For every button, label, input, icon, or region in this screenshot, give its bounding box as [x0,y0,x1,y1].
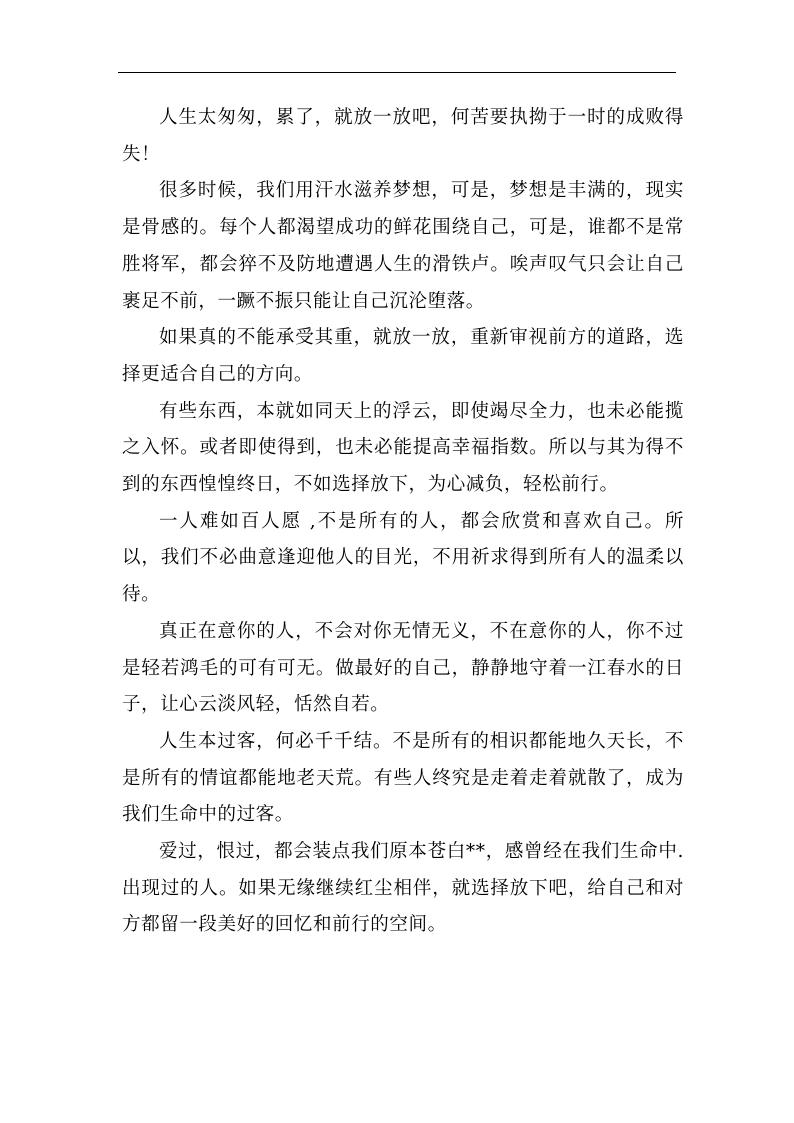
document-body [122,100,684,944]
paragraph-1: 人生太匆匆，累了，就放一放吧，何苦要执拗于一时的成败得失！ [122,107,684,165]
paragraph-6: 真正在意你的人，不会对你无情无义，不在意你的人，你不过是轻若鸿毛的可有可无。做最好的自己，静静地守着一江春水的日子，让心云淡风轻，恬然自若。 [122,620,684,716]
paragraph-7: 人生本过客，何必千千结。不是所有的相识都能地久天长，不是所有的情谊都能地老天荒。有些人终究是走着走着就散了，成为我们生命中的过客。 [122,730,684,826]
header-rule [118,72,676,73]
paragraph-4: 有些东西，本就如同天上的浮云，即使竭尽全力，也未必能揽之入怀。或者即使得到，也未必能提高幸福指数。所以与其为得不到的东西惶惶终日，不如选择放下，为心减负，轻松前行。 [122,400,684,496]
paragraph-8: 爱过，恨过，都会装点我们原本苍白**，感曾经在我们生命中.出现过的人。如果无缘继续红尘相伴，就选择放下吧，给自己和对方都留一段美好的回忆和前行的空间。 [122,841,684,936]
paragraph-5: 一人难如百人愿 ,不是所有的人，都会欣赏和喜欢自己。所以，我们不必曲意逢迎他人的目光，不用祈求得到所有人的温柔以待。 [122,510,684,606]
paragraph-2: 很多时候，我们用汗水滋养梦想，可是，梦想是丰满的，现实是骨感的。每个人都渴望成功的鲜花围绕自己，可是，谁都不是常胜将军，都会猝不及防地遭遇人生的滑铁卢。唉声叹气只会让自己裹足不前，一蹶不振只能让自己沉沦堕落。 [122,180,684,312]
paragraph-3: 如果真的不能承受其重，就放一放，重新审视前方的道路，选择更适合自己的方向。 [122,327,684,385]
